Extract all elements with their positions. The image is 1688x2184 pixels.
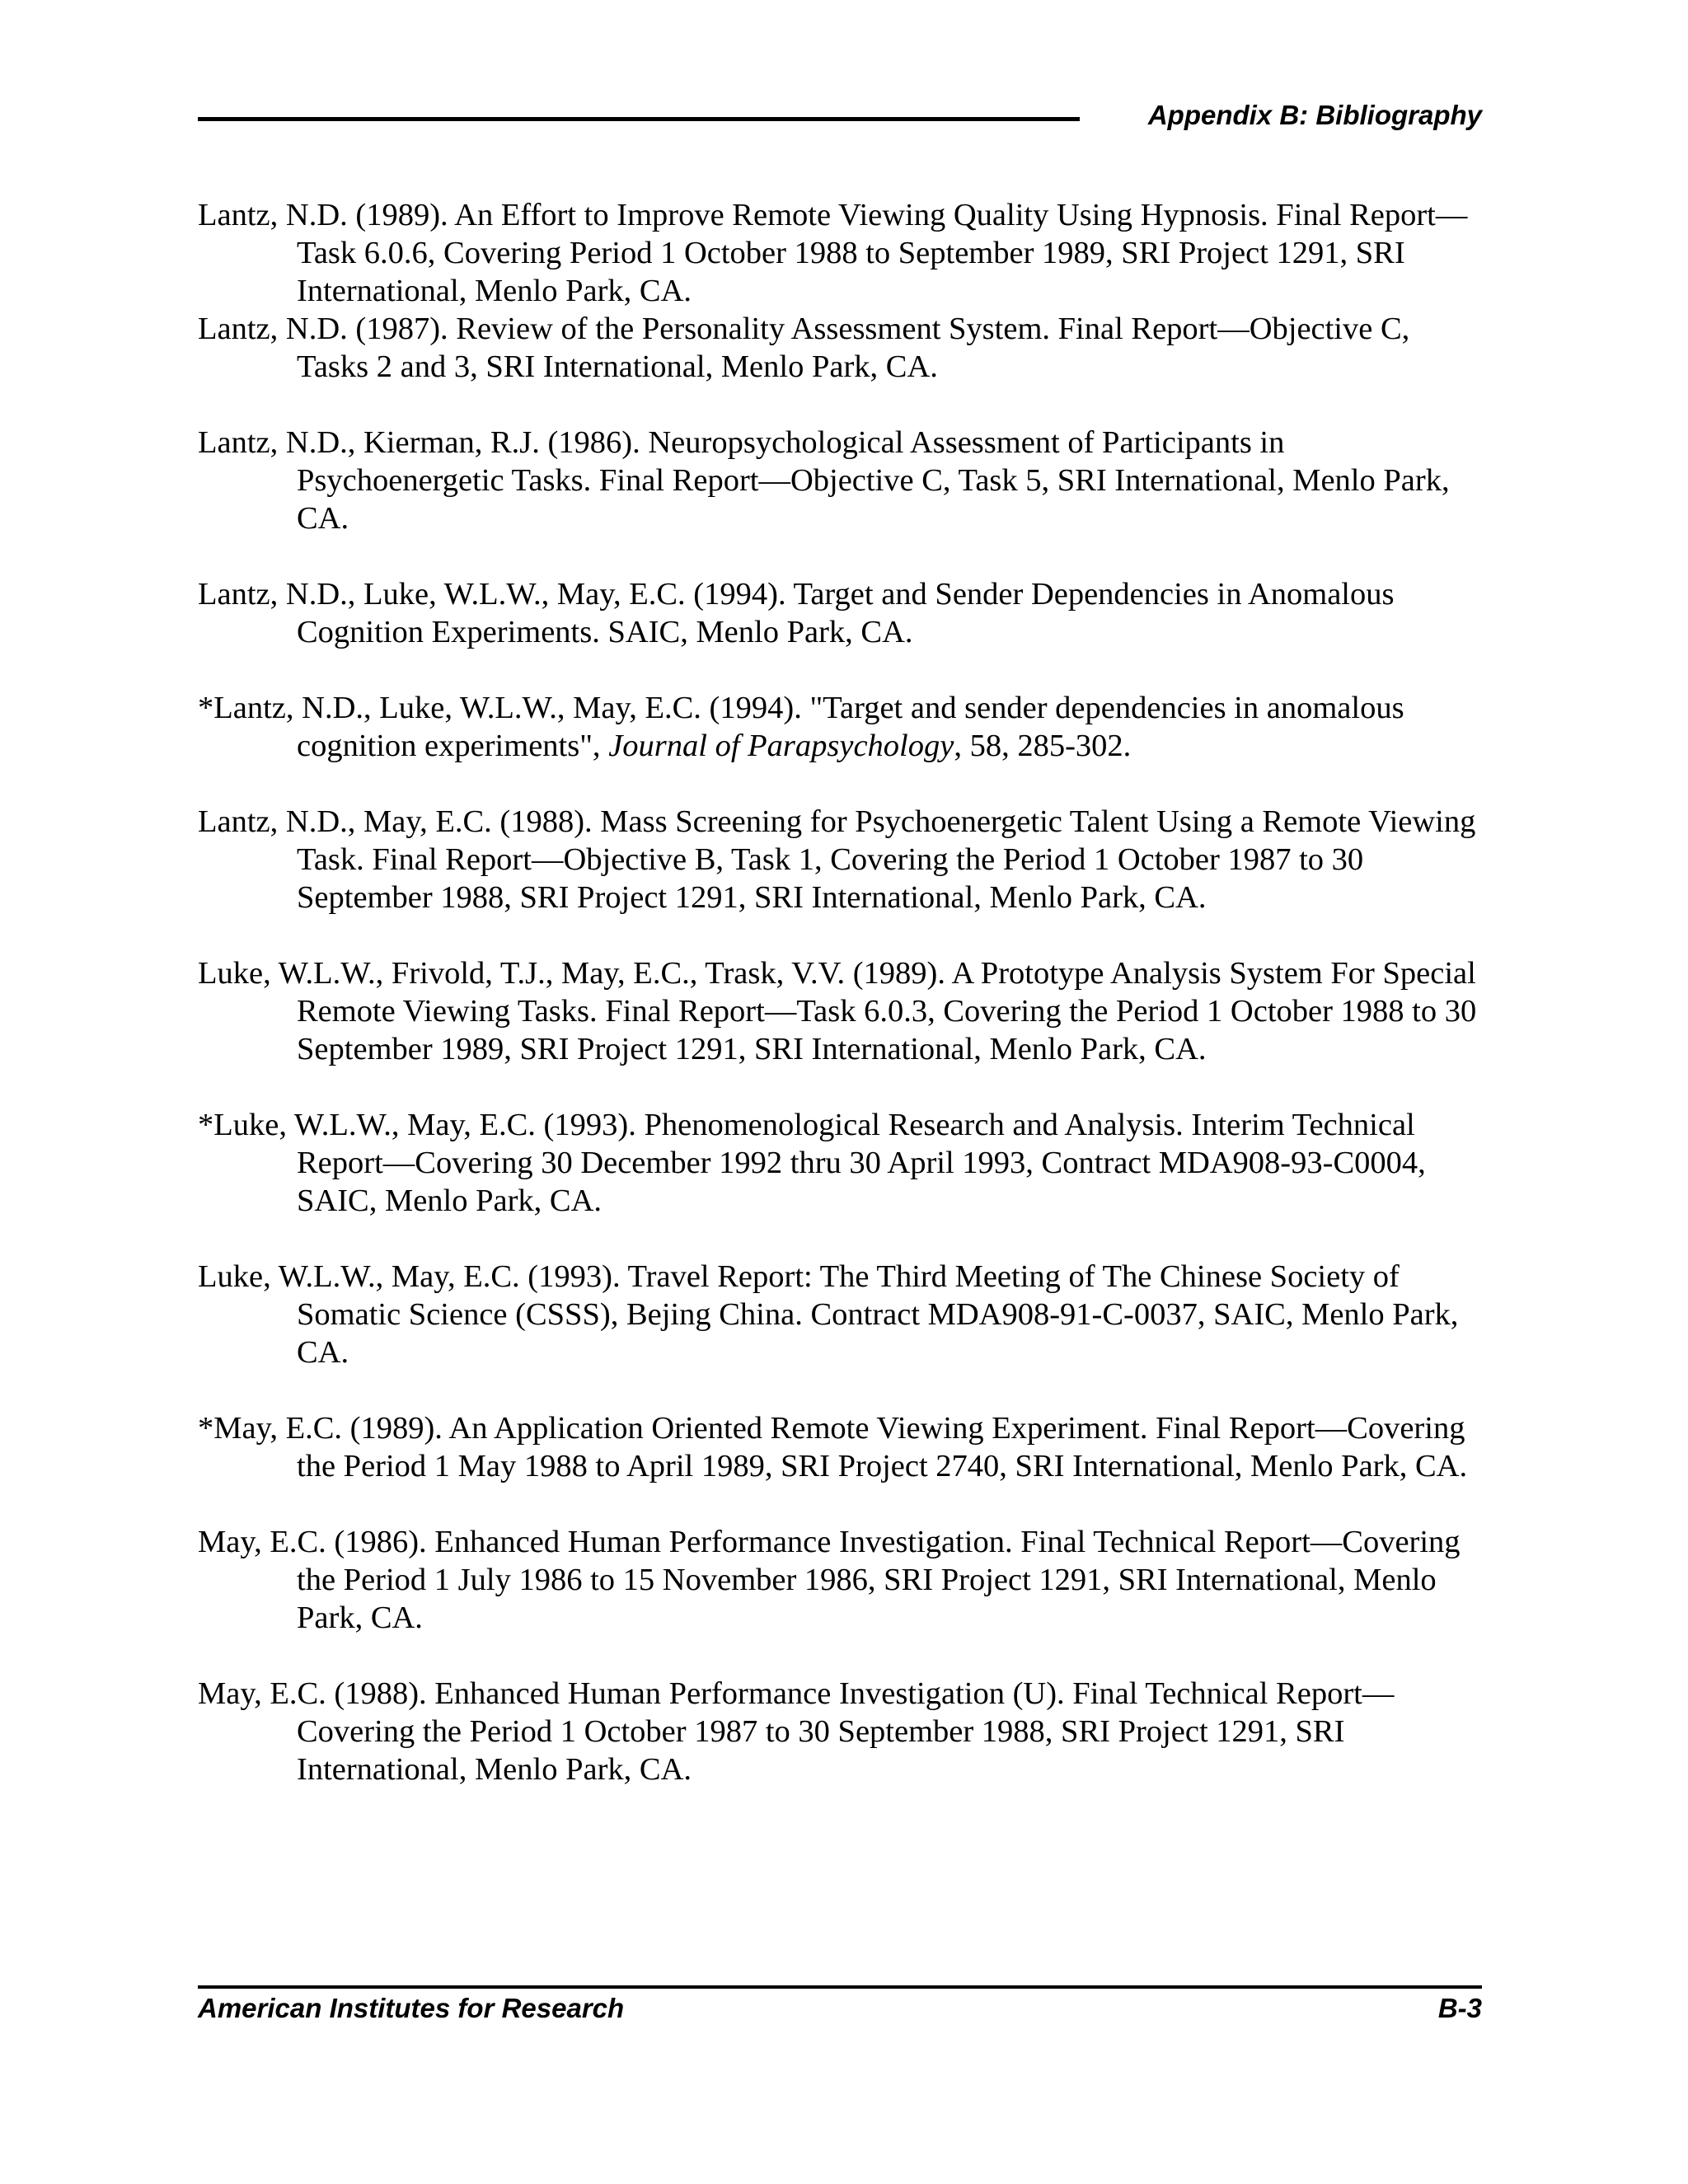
- bibliography-entry: Lantz, N.D., Kierman, R.J. (1986). Neuropsychological Assessment of Participants in Psychoenergetic Tasks. Final Report—Objective C, Task 5, SRI International, Menlo Park, CA.: [198, 425, 1450, 536]
- bibliography-entry: Luke, W.L.W., Frivold, T.J., May, E.C., Trask, V.V. (1989). A Prototype Analysis System For Special Remote Viewing Tasks. Final Report—Task 6.0.3, Covering the Period 1 October 1988 to 30 September 1989, SRI Project 1291, SRI International, Menlo Park, CA.: [198, 956, 1477, 1066]
- entry-citation-text: *Lantz, N.D., Luke, W.L.W., May, E.C. (1994). "Target and sender dependencies in anomalous cognition experiments",: [198, 691, 1404, 763]
- bibliography-entry: Lantz, N.D. (1987). Review of the Personality Assessment System. Final Report—Objective C, Tasks 2 and 3, SRI International, Menlo Park, CA.: [198, 312, 1410, 384]
- bibliography-list: [198, 196, 1484, 1788]
- entry-citation-details: , 58, 285-302.: [954, 729, 1132, 763]
- bibliography-entry: May, E.C. (1986). Enhanced Human Performance Investigation. Final Technical Report—Covering the Period 1 July 1986 to 15 November 1986, SRI Project 1291, SRI International, Menlo Park, CA.: [198, 1525, 1461, 1635]
- bibliography-entry: May, E.C. (1988). Enhanced Human Performance Investigation (U). Final Technical Report—Covering the Period 1 October 1987 to 30 September 1988, SRI Project 1291, SRI International, Menlo Park, CA.: [198, 1676, 1395, 1787]
- page-number: B-3: [1437, 1993, 1482, 2023]
- bibliography-entry: Lantz, N.D., May, E.C. (1988). Mass Screening for Psychoenergetic Talent Using a Remote Viewing Task. Final Report—Objective B, Task 1, Covering the Period 1 October 1987 to 30 September 1988, SRI Project 1291, SRI International, Menlo Park, CA.: [198, 804, 1476, 915]
- journal-title: Journal of Parapsychology: [608, 729, 954, 763]
- bibliography-entry: Luke, W.L.W., May, E.C. (1993). Travel Report: The Third Meeting of The Chinese Society of Somatic Science (CSSS), Bejing China. Contract MDA908-91-C-0037, SAIC, Menlo Park, CA.: [198, 1259, 1459, 1370]
- header-rule: [198, 117, 1080, 121]
- bibliography-entry: *May, E.C. (1989). An Application Oriented Remote Viewing Experiment. Final Report—Covering the Period 1 May 1988 to April 1989, SRI Project 2740, SRI International, Menlo Park, CA.: [198, 1411, 1468, 1483]
- footer-organization: American Institutes for Research: [198, 1993, 625, 2023]
- page-header-title: Appendix B: Bibliography: [1147, 100, 1482, 130]
- bibliography-entry: [198, 689, 1484, 765]
- bibliography-entry: *Luke, W.L.W., May, E.C. (1993). Phenomenological Research and Analysis. Interim Technical Report—Covering 30 December 1992 thru 30 April 1993, Contract MDA908-93-C0004, SAIC, Menlo Park, CA.: [198, 1108, 1426, 1218]
- footer-rule: [198, 1985, 1482, 1989]
- bibliography-entry: Lantz, N.D. (1989). An Effort to Improve Remote Viewing Quality Using Hypnosis. Final Report—Task 6.0.6, Covering Period 1 October 1988 to September 1989, SRI Project 1291, SRI International, Menlo Park, CA.: [198, 198, 1468, 308]
- bibliography-entry: Lantz, N.D., Luke, W.L.W., May, E.C. (1994). Target and Sender Dependencies in Anomalous Cognition Experiments. SAIC, Menlo Park, CA.: [198, 577, 1395, 649]
